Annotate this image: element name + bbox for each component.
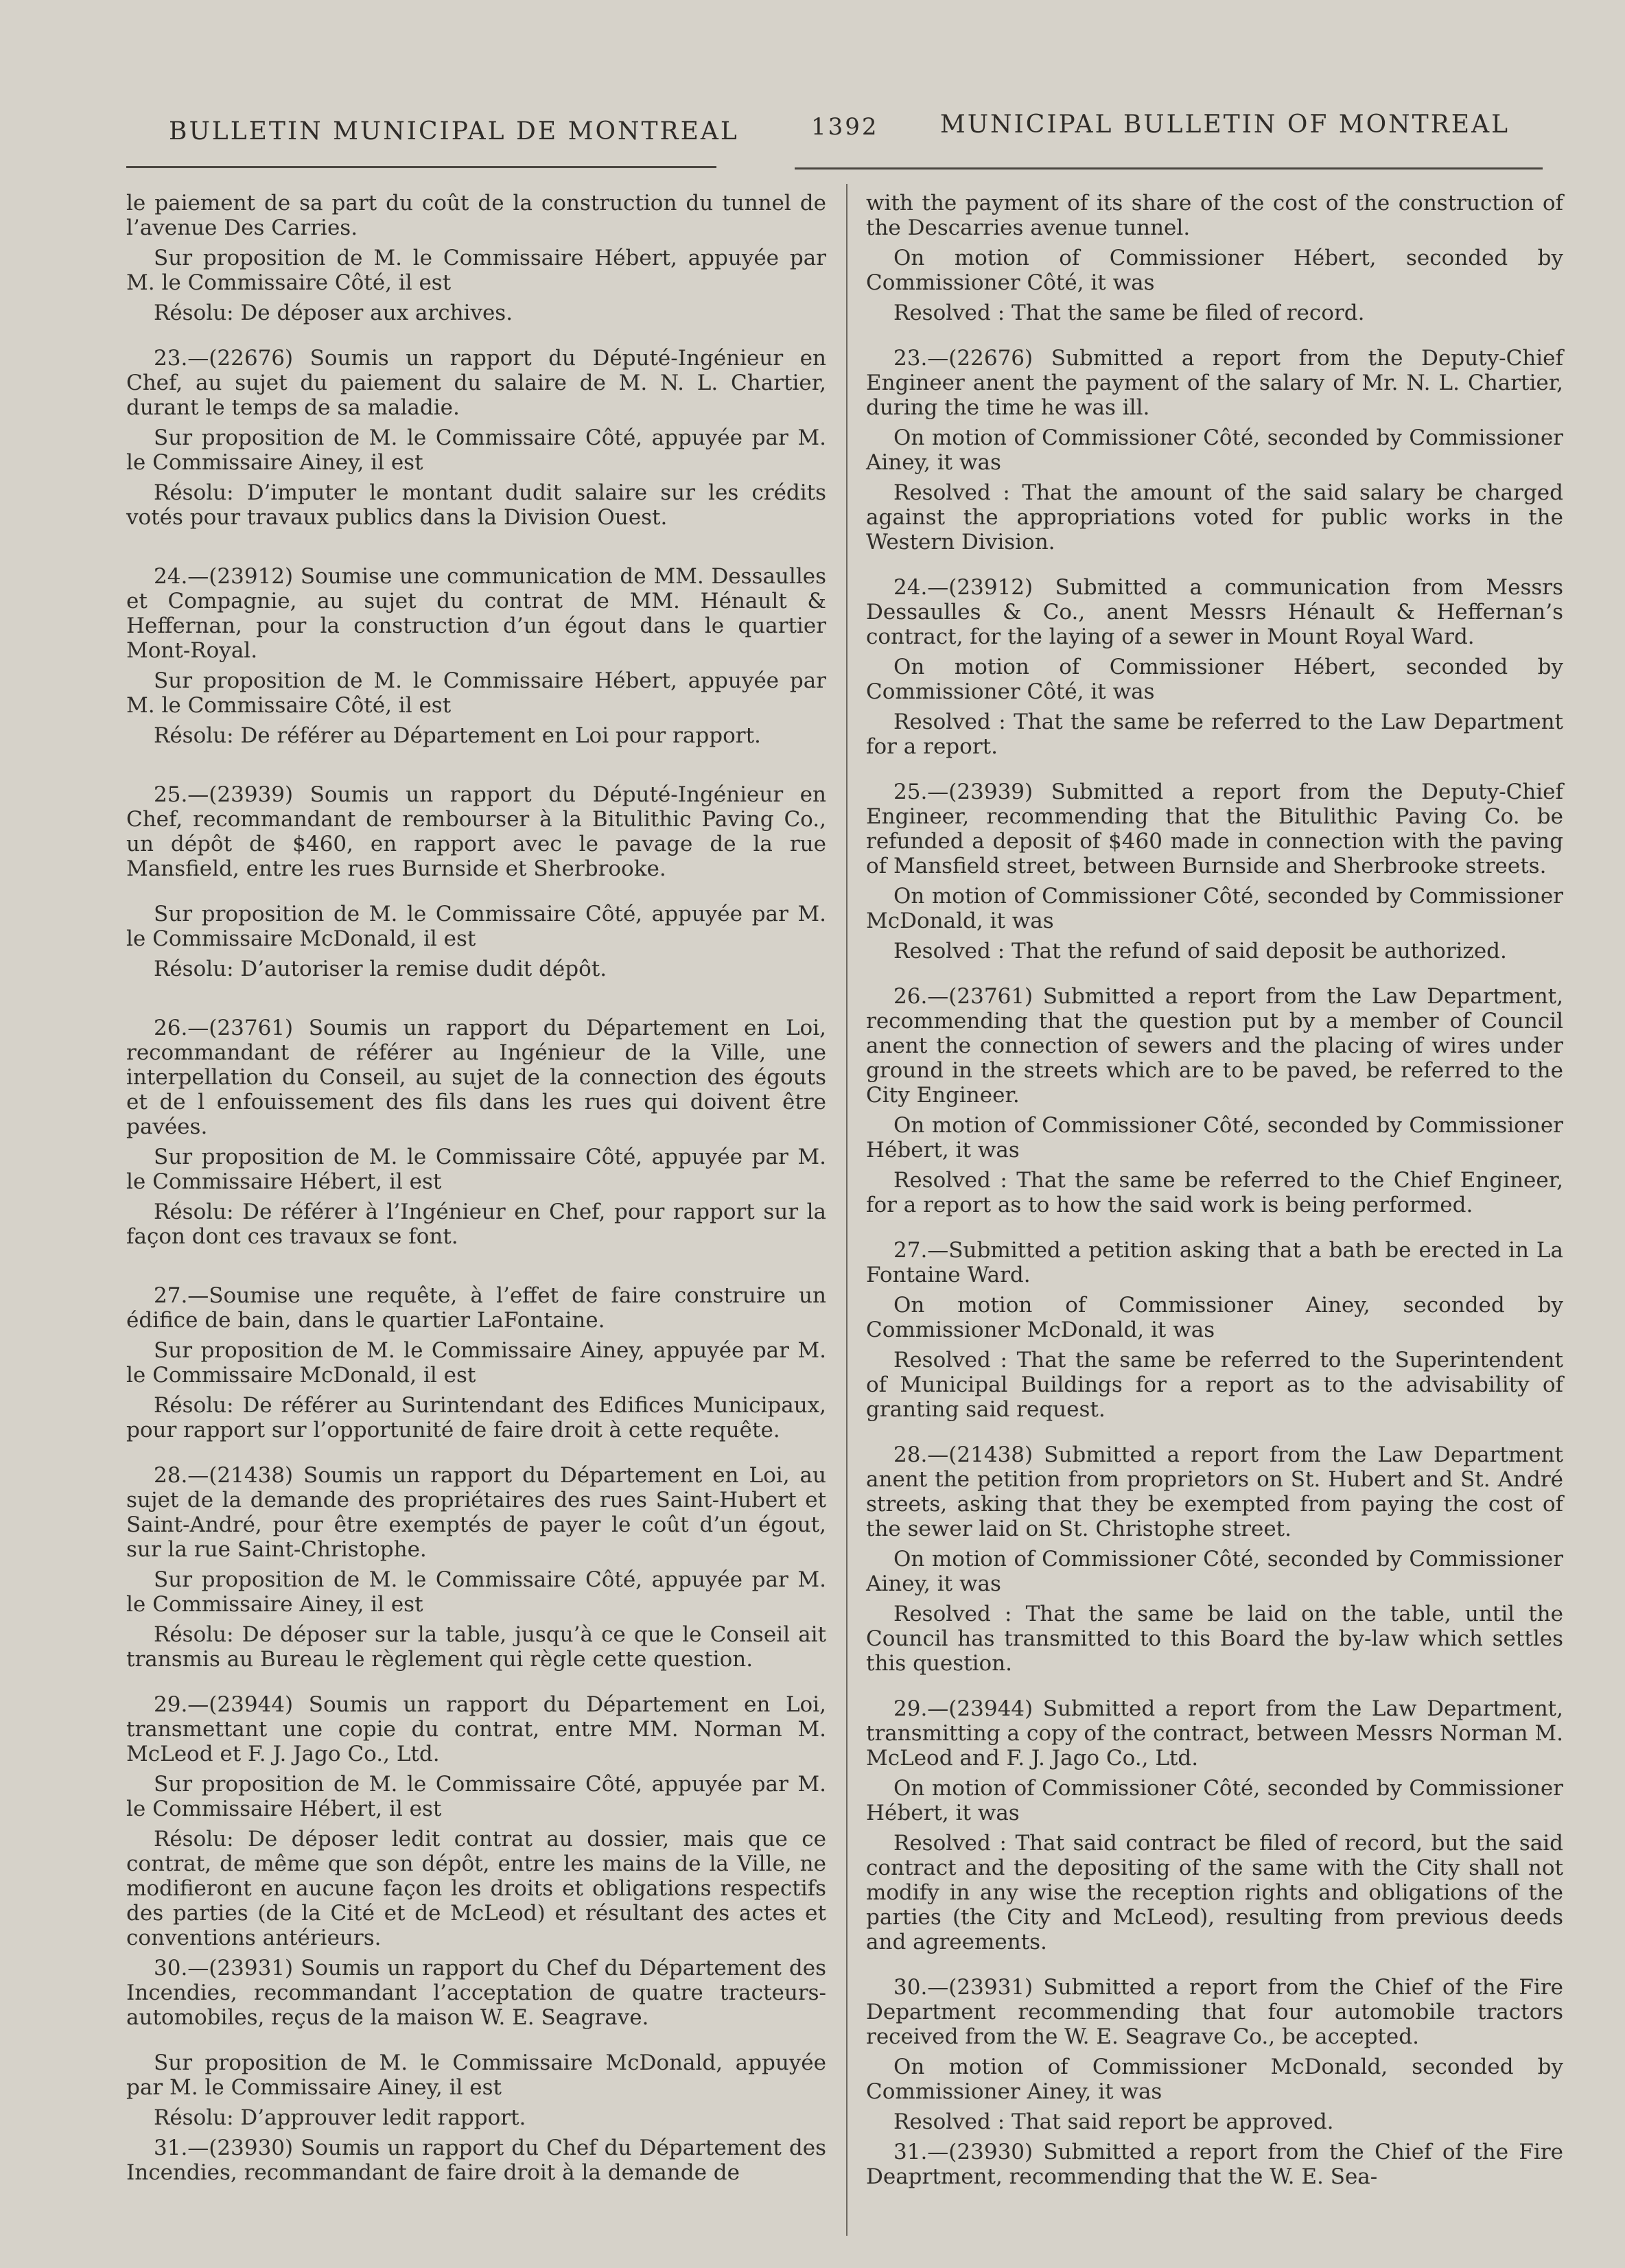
paragraph: Résolu: De déposer aux archives.: [154, 301, 513, 325]
paragraph: Sur proposition de M. le Commissaire Côté, appuyée par M. le Commissaire Ainey, il est: [126, 425, 826, 475]
paragraph: Resolved : That said contract be filed of record, but the said contract and the depositing of the same with the City shall not modify in any wise the reception rights and obligations of the parties (the City and McLeod), resulting from previous deeds and agreements.: [866, 1831, 1563, 1954]
paragraph: Resolved : That the refund of said deposit be authorized.: [893, 939, 1507, 963]
paragraph: Resolved : That the same be laid on the table, until the Council has transmitted to this Board the by-law which settles this question.: [866, 1602, 1563, 1676]
paragraph: Résolu: De déposer ledit contrat au dossier, mais que ce contrat, de même que son dépôt, entre les mains de la Ville, ne modifieront en aucune façon les droits et obligations respectifs des parties (de la Cité et de McLeod) et résultant des actes et conventions antérieurs.: [126, 1827, 826, 1950]
paragraph: On motion of Commissioner Côté, seconded by Commissioner Hébert, it was: [866, 1113, 1563, 1162]
page-number: 1392: [811, 113, 879, 141]
header-title-french: BULLETIN MUNICIPAL DE MONTREAL: [169, 117, 739, 145]
paragraph: Resolved : That the same be referred to the Chief Engineer, for a report as to how the said work is being performed.: [866, 1168, 1563, 1217]
paragraph: Sur proposition de M. le Commissaire Côté, appuyée par M. le Commissaire Ainey, il est: [126, 1567, 826, 1617]
header-rule-right: [795, 167, 1543, 169]
english-column: [866, 191, 1563, 2195]
paragraph: Résolu: De déposer sur la table, jusqu’à ce que le Conseil ait transmis au Bureau le règlement qui règle cette question.: [126, 1622, 826, 1672]
paragraph: Resolved : That the same be filed of record.: [893, 301, 1365, 325]
paragraph: Résolu: D’approuver ledit rapport.: [154, 2105, 526, 2130]
paragraph: 24.—(23912) Submitted a communication from Messrs Dessaulles & Co., anent Messrs Hénault & Heffernan’s contract, for the laying of a sewer in Mount Royal Ward.: [866, 575, 1563, 649]
paragraph: 29.—(23944) Submitted a report from the Law Department, transmitting a copy of the contract, between Messrs Norman M. McLeod and F. J. Jago Co., Ltd.: [866, 1696, 1563, 1770]
paragraph: 27.—Submitted a petition asking that a bath be erected in La Fontaine Ward.: [866, 1238, 1563, 1287]
page-header: [165, 106, 1510, 154]
paragraph: On motion of Commissioner Côté, seconded by Commissioner Ainey, it was: [866, 1547, 1563, 1596]
paragraph: On motion of Commissioner Ainey, seconded by Commissioner McDonald, it was: [866, 1293, 1563, 1342]
paragraph: Sur proposition de M. le Commissaire McDonald, appuyée par M. le Commissaire Ainey, il est: [126, 2050, 826, 2100]
paragraph: On motion of Commissioner McDonald, seconded by Commissioner Ainey, it was: [866, 2055, 1563, 2104]
paragraph: 23.—(22676) Submitted a report from the Deputy-Chief Engineer anent the payment of the salary of Mr. N. L. Chartier, during the time he was ill.: [866, 346, 1563, 420]
paragraph: 29.—(23944) Soumis un rapport du Département en Loi, transmettant une copie du contrat, entre MM. Norman M. McLeod et F. J. Jago Co., Ltd.: [126, 1692, 826, 1766]
paragraph: On motion of Commissioner Côté, seconded by Commissioner Ainey, it was: [866, 425, 1563, 475]
paragraph: On motion of Commissioner Côté, seconded by Commissioner McDonald, it was: [866, 884, 1563, 933]
paragraph: Resolved : That said report be approved.: [893, 2109, 1334, 2134]
paragraph: 30.—(23931) Soumis un rapport du Chef du Département des Incendies, recommandant l’acceptation de quatre tracteurs-automobiles, reçus de la maison W. E. Seagrave.: [126, 1956, 826, 2030]
paragraph: 26.—(23761) Submitted a report from the Law Department, recommending that the question put by a member of Council anent the connection of sewers and the placing of wires under ground in the streets which are to be paved, be referred to the City Engineer.: [866, 984, 1563, 1108]
paragraph: Résolu: D’imputer le montant dudit salaire sur les crédits votés pour travaux publics dans la Division Ouest.: [126, 480, 826, 530]
paragraph: 31.—(23930) Soumis un rapport du Chef du Département des Incendies, recommandant de faire droit à la demande de: [126, 2136, 826, 2185]
column-divider: [846, 184, 847, 2236]
paragraph: 27.—Soumise une requête, à l’effet de faire construire un édifice de bain, dans le quartier LaFontaine.: [126, 1283, 826, 1333]
header-title-english: MUNICIPAL BULLETIN OF MONTREAL: [939, 110, 1510, 139]
paragraph: 28.—(21438) Submitted a report from the Law Department anent the petition from proprietors on St. Hubert and St. André streets, asking that they be exempted from paying the cost of the sewer laid on St. Christophe street.: [866, 1442, 1563, 1541]
paragraph: 28.—(21438) Soumis un rapport du Département en Loi, au sujet de la demande des propriétaires des rues Saint-Hubert et Saint-André, pour être exemptés de payer le coût d’un égout, sur la rue Saint-Christophe.: [126, 1463, 826, 1562]
paragraph: On motion of Commissioner Hébert, seconded by Commissioner Côté, it was: [866, 655, 1563, 704]
paragraph: 25.—(23939) Submitted a report from the Deputy-Chief Engineer, recommending that the Bitulithic Paving Co. be refunded a deposit of $460 made in connection with the paving of Mansfield street, between Burnside and Sherbrooke streets.: [866, 780, 1563, 878]
paragraph: Résolu: De référer au Département en Loi pour rapport.: [154, 723, 761, 748]
paragraph: Resolved : That the amount of the said salary be charged against the appropriations voted for public works in the Western Division.: [866, 480, 1563, 554]
paragraph: Resolved : That the same be referred to the Law Department for a report.: [866, 710, 1563, 759]
paragraph: 26.—(23761) Soumis un rapport du Département en Loi, recommandant de référer au Ingénieur de la Ville, une interpellation du Conseil, au sujet de la connection des égouts et de l enfouissement des fils dans les rues qui doivent être pavées.: [126, 1016, 826, 1139]
paragraph: 25.—(23939) Soumis un rapport du Député-Ingénieur en Chef, recommandant de rembourser à la Bitulithic Paving Co., un dépôt de $460, en rapport avec le pavage de la rue Mansfield, entre les rues Burnside et Sherbrooke.: [126, 782, 826, 881]
paragraph: le paiement de sa part du coût de la construction du tunnel de l’avenue Des Carries.: [126, 191, 826, 240]
paragraph: 31.—(23930) Submitted a report from the Chief of the Fire Deaprtment, recommending that the W. E. Sea-: [866, 2140, 1563, 2189]
french-column: [126, 191, 826, 2190]
paragraph: Résolu: De référer à l’Ingénieur en Chef, pour rapport sur la façon dont ces travaux se font.: [126, 1200, 826, 1249]
paragraph: Sur proposition de M. le Commissaire Hébert, appuyée par M. le Commissaire Côté, il est: [126, 668, 826, 718]
paragraph: Sur proposition de M. le Commissaire Côté, appuyée par M. le Commissaire McDonald, il est: [126, 902, 826, 951]
paragraph: Resolved : That the same be referred to the Superintendent of Municipal Buildings for a report as to the advisability of granting said request.: [866, 1348, 1563, 1422]
paragraph: with the payment of its share of the cost of the construction of the Descarries avenue tunnel.: [866, 191, 1563, 240]
paragraph: Sur proposition de M. le Commissaire Côté, appuyée par M. le Commissaire Hébert, il est: [126, 1772, 826, 1821]
paragraph: 24.—(23912) Soumise une communication de MM. Dessaulles et Compagnie, au sujet du contrat de MM. Hénault & Heffernan, pour la construction d’un égout dans le quartier Mont-Royal.: [126, 564, 826, 663]
paragraph: On motion of Commissioner Hébert, seconded by Commissioner Côté, it was: [866, 246, 1563, 295]
paragraph: On motion of Commissioner Côté, seconded by Commissioner Hébert, it was: [866, 1776, 1563, 1825]
paragraph: 30.—(23931) Submitted a report from the Chief of the Fire Department recommending that four automobile tractors received from the W. E. Seagrave Co., be accepted.: [866, 1975, 1563, 2049]
paragraph: Sur proposition de M. le Commissaire Côté, appuyée par M. le Commissaire Hébert, il est: [126, 1145, 826, 1194]
paragraph: Sur proposition de M. le Commissaire Ainey, appuyée par M. le Commissaire McDonald, il est: [126, 1338, 826, 1388]
paragraph: 23.—(22676) Soumis un rapport du Député-Ingénieur en Chef, au sujet du paiement du salaire de M. N. L. Chartier, durant le temps de sa maladie.: [126, 346, 826, 420]
paragraph: Sur proposition de M. le Commissaire Hébert, appuyée par M. le Commissaire Côté, il est: [126, 246, 826, 295]
header-rule-left: [126, 166, 716, 168]
paragraph: Résolu: D’autoriser la remise dudit dépôt.: [154, 957, 607, 981]
paragraph: Résolu: De référer au Surintendant des Edifices Municipaux, pour rapport sur l’opportunité de faire droit à cette requête.: [126, 1393, 826, 1442]
